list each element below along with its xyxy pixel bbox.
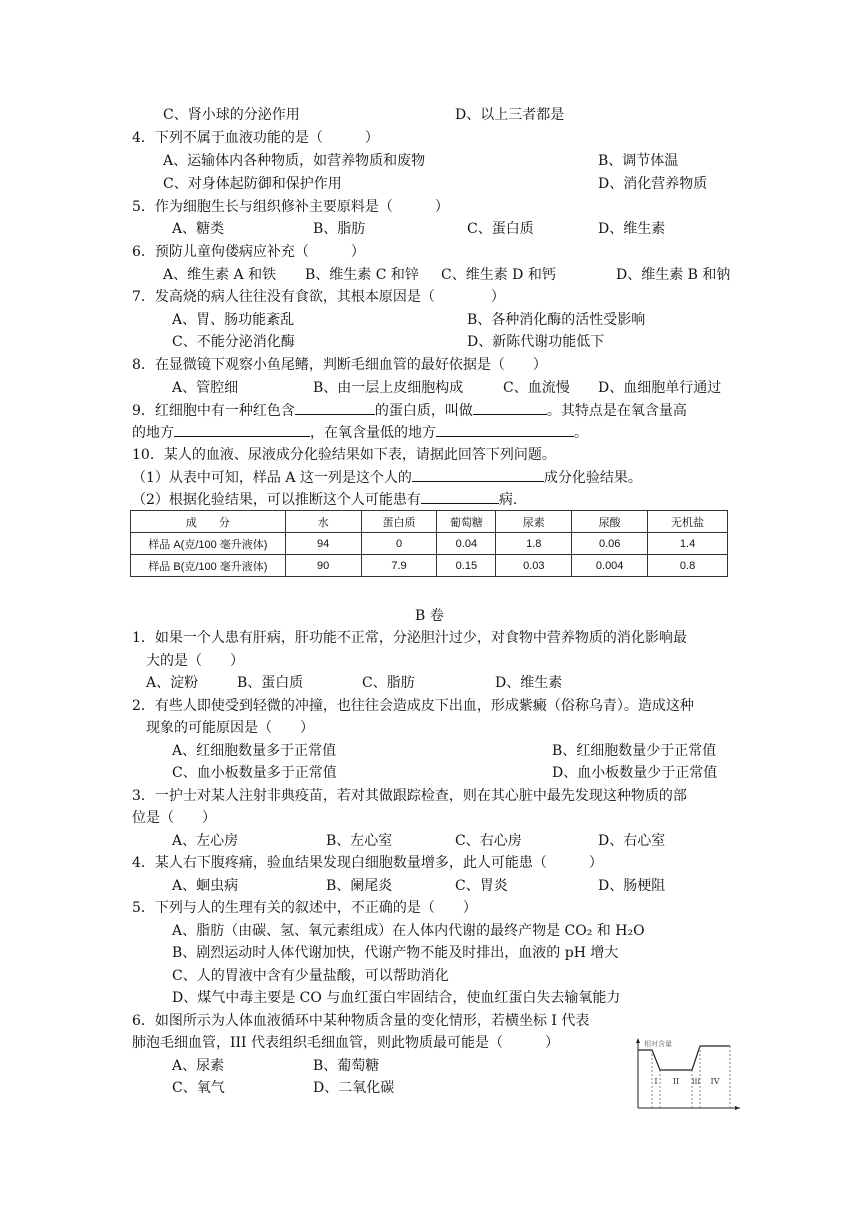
option-b: B、左心室 (326, 833, 393, 849)
q10-text: （1）从表中可知，样品 A 这一列是这个人的 (132, 470, 412, 486)
table-cell: 0.004 (572, 555, 648, 577)
option-a: A、糖类 (172, 221, 225, 237)
option-d: D、右心室 (598, 833, 666, 849)
q10-text: 病. (498, 492, 518, 508)
q10-text: （2）根据化验结果，可以推断这个人可能患有 (132, 492, 421, 508)
table-row (131, 533, 728, 555)
option-c: C、肾小球的分泌作用 (163, 107, 300, 123)
answer-blank[interactable] (421, 489, 499, 504)
question-4: 4．下列不属于血液功能的是（ ） (132, 130, 379, 146)
option-d: D、维生素 B 和钠 (616, 267, 731, 283)
b-question-1-cont: 大的是（ ） (146, 653, 244, 669)
table-cell: 样品 A(克/100 毫升液体) (131, 533, 286, 555)
option-a: A、淀粉 (146, 675, 199, 691)
q9-text: 9．红细胞中有一种红色含 (132, 403, 295, 419)
b-question-1: 1．如果一个人患有肝病，肝功能不正常，分泌胆汁过少，对食物中营养物质的消化影响最 (132, 630, 687, 646)
table-header-cell: 无机盐 (648, 511, 728, 533)
b-question-3: 3．一护士对某人注射非典疫苗，若对其做跟踪检查，则在其心脏中最先发现这种物质的部 (132, 788, 687, 804)
table-cell: 1.8 (496, 533, 572, 555)
option-a: A、左心房 (172, 833, 239, 849)
option-d: D、消化营养物质 (598, 176, 708, 192)
table-cell: 90 (285, 555, 361, 577)
region-label-ii: II (672, 1077, 680, 1086)
q9-text: 。其特点是在氧含量高 (546, 403, 687, 419)
answer-blank[interactable] (436, 422, 574, 437)
answer-blank[interactable] (174, 422, 310, 437)
option-c: C、血小板数量多于正常值 (172, 765, 337, 781)
option-b: B、葡萄糖 (313, 1058, 380, 1074)
table-cell: 0.8 (648, 555, 728, 577)
table-cell: 样品 B(克/100 毫升液体) (131, 555, 286, 577)
option-b: B、维生素 C 和锌 (305, 267, 419, 283)
option-d: D、以上三者都是 (455, 107, 565, 123)
b-question-2: 2．有些人即使受到轻微的冲撞，也往往会造成皮下出血，形成紫癜（俗称乌青）。造成这种 (132, 698, 694, 714)
b-question-6: 6．如图所示为人体血液循环中某种物质含量的变化情形，若横坐标 I 代表 (132, 1013, 590, 1029)
option-d: D、维生素 (598, 221, 666, 237)
option-d: D、血细胞单行通过 (598, 380, 722, 396)
x-axis-arrow (735, 1106, 740, 1110)
question-8: 8．在显微镜下观察小鱼尾鳍，判断毛细血管的最好依据是（ ） (132, 357, 547, 373)
option-b: B、剧烈运动时人体代谢加快，代谢产物不能及时排出，血液的 pH 增大 (172, 945, 619, 961)
option-d: D、维生素 (495, 675, 563, 691)
option-a: A、尿素 (172, 1058, 225, 1074)
table-header-cell: 成 分 (131, 511, 286, 533)
option-c: C、维生素 D 和钙 (441, 267, 556, 283)
b-question-3-cont: 位是（ ） (132, 810, 216, 826)
answer-blank[interactable] (295, 400, 375, 415)
option-b: B、阑尾炎 (326, 878, 393, 894)
option-a: A、管腔细 (172, 380, 239, 396)
table-cell: 94 (285, 533, 361, 555)
y-axis-label: 相对含量 (644, 1040, 672, 1048)
b-question-6-cont: 肺泡毛细血管，III 代表组织毛细血管，则此物质最可能是（ ） (132, 1035, 560, 1051)
option-d: D、二氧化碳 (313, 1080, 395, 1096)
question-9 (132, 400, 687, 420)
table-header-cell: 葡萄糖 (437, 511, 496, 533)
option-c: C、不能分泌消化酶 (172, 334, 295, 350)
option-a: A、红细胞数量多于正常值 (172, 743, 337, 759)
b-question-5: 5．下列与人的生理有关的叙述中，不正确的是（ ） (132, 900, 477, 916)
option-b: B、脂肪 (313, 221, 366, 237)
option-b: B、调节体温 (598, 153, 679, 169)
option-d: D、煤气中毒主要是 CO 与血红蛋白牢固结合，使血红蛋白失去输氧能力 (172, 990, 621, 1006)
b-question-2-cont: 现象的可能原因是（ ） (146, 720, 314, 736)
option-d: D、新陈代谢功能低下 (467, 334, 605, 350)
content-change-diagram (632, 1036, 744, 1112)
option-b: B、各种消化酶的活性受影响 (467, 312, 646, 328)
table-cell: 0.03 (496, 555, 572, 577)
option-a: A、维生素 A 和铁 (163, 267, 277, 283)
table-header-cell: 尿素 (496, 511, 572, 533)
question-6: 6．预防儿童佝偻病应补充（ ） (132, 244, 365, 260)
question-10: 10．某人的血液、尿液成分化验结果如下表，请据此回答下列问题。 (132, 447, 556, 463)
region-label-iv: IV (710, 1077, 720, 1086)
region-label-i: I (654, 1077, 658, 1086)
question-10-1 (132, 467, 642, 487)
region-label-iii: III (691, 1078, 701, 1086)
option-c: C、氧气 (172, 1080, 225, 1096)
option-a: A、运输体内各种物质，如营养物质和废物 (163, 153, 426, 169)
table-header-cell: 水 (285, 511, 361, 533)
analysis-table (130, 510, 728, 577)
option-c: C、血流慢 (503, 380, 570, 396)
answer-blank[interactable] (473, 400, 547, 415)
table-header-row (131, 511, 728, 533)
q10-text: 成分化验结果。 (543, 470, 642, 486)
option-d: D、血小板数量少于正常值 (552, 765, 718, 781)
question-9-cont (132, 422, 588, 442)
table-cell: 0.15 (437, 555, 496, 577)
question-5: 5．作为细胞生长与组织修补主要原料是（ ） (132, 199, 449, 215)
table-header-cell: 尿酸 (572, 511, 648, 533)
table-header-cell: 蛋白质 (361, 511, 437, 533)
option-a: A、胃、肠功能紊乱 (172, 312, 295, 328)
b-question-4: 4．某人右下腹疼痛，验血结果发现白细胞数量增多，此人可能患（ ） (132, 855, 603, 871)
option-c: C、右心房 (455, 833, 522, 849)
option-c: C、人的胃液中含有少量盐酸，可以帮助消化 (172, 968, 449, 984)
option-b: B、蛋白质 (237, 675, 304, 691)
table-cell: 0.06 (572, 533, 648, 555)
option-b: B、红细胞数量少于正常值 (552, 743, 717, 759)
table-cell: 1.4 (648, 533, 728, 555)
q9-text: 的蛋白质，叫做 (374, 403, 473, 419)
option-a: A、蛔虫病 (172, 878, 239, 894)
question-10-2 (132, 489, 517, 509)
question-7: 7．发高烧的病人往往没有食欲，其根本原因是（ ） (132, 289, 505, 305)
option-b: B、由一层上皮细胞构成 (313, 380, 464, 396)
table-cell: 7.9 (361, 555, 437, 577)
option-d: D、肠梗阻 (598, 878, 666, 894)
table-cell: 0 (361, 533, 437, 555)
q9-text: 的地方 (132, 425, 174, 441)
section-title: B 卷 (415, 608, 444, 624)
y-axis-arrow (636, 1038, 640, 1043)
option-c: C、脂肪 (362, 675, 415, 691)
q9-text: 。 (574, 425, 588, 441)
option-c: C、对身体起防御和保护作用 (163, 176, 342, 192)
answer-blank[interactable] (412, 467, 544, 482)
option-a: A、脂肪（由碳、氢、氧元素组成）在人体内代谢的最终产物是 CO₂ 和 H₂O (172, 923, 645, 939)
option-c: C、蛋白质 (467, 221, 534, 237)
option-c: C、胃炎 (455, 878, 508, 894)
q9-text: ，在氧含量低的地方 (310, 425, 436, 441)
table-cell: 0.04 (437, 533, 496, 555)
table-row (131, 555, 728, 577)
